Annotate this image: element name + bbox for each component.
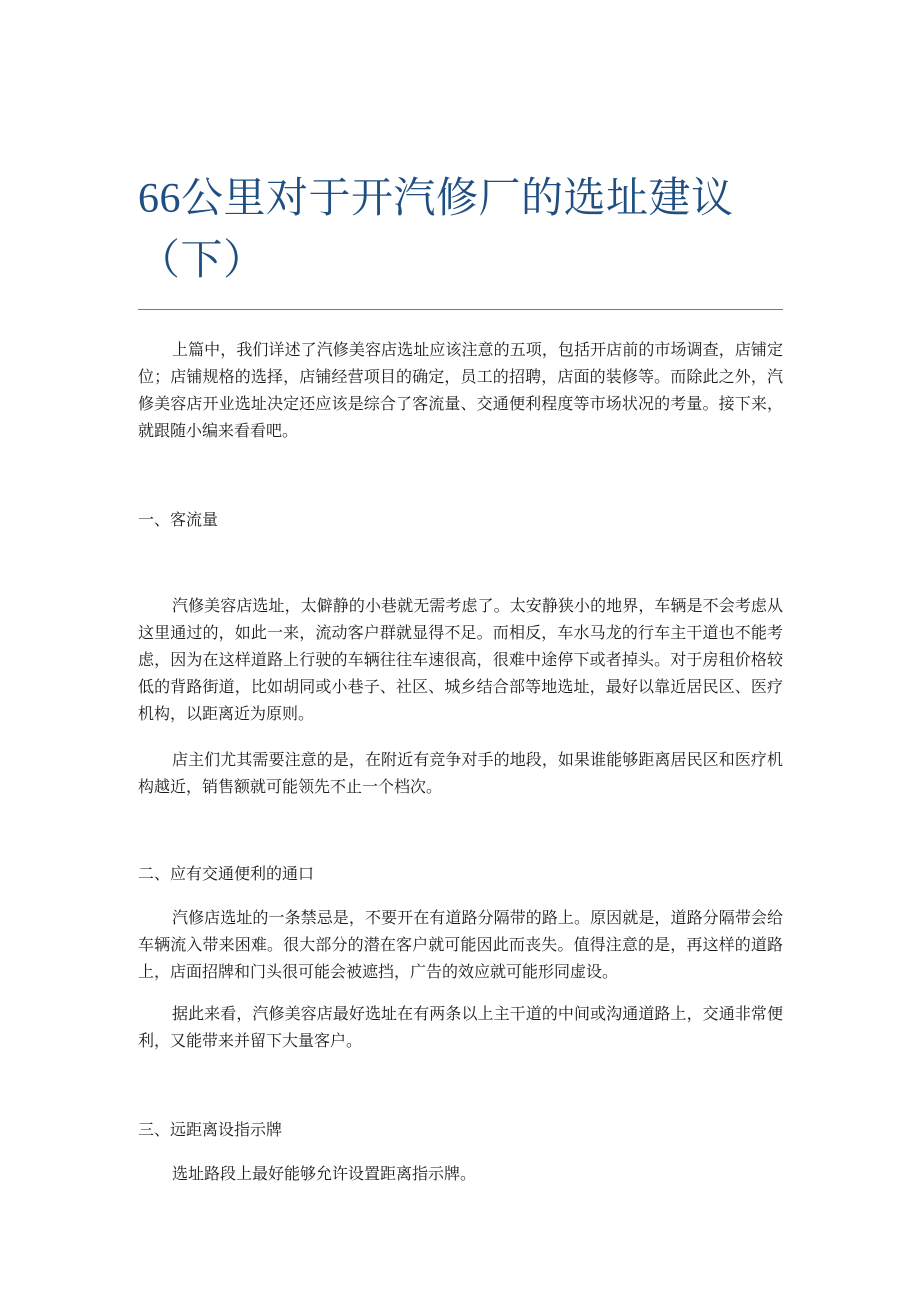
section-heading-2: 二、应有交通便利的通口 [138,864,315,883]
document-title: 66公里对于开汽修厂的选址建议（下） [138,176,734,284]
section-1-paragraph-2: 店主们尤其需要注意的是，在附近有竞争对手的地段，如果谁能够距离居民区和医疗机构越近，销售额就可能领先不止一个档次。 [138,750,783,796]
section-3-paragraph-1: 选址路段上最好能够允许设置距离指示牌。 [172,1164,477,1183]
intro-paragraph: 上篇中，我们详述了汽修美容店选址应该注意的五项，包括开店前的市场调查，店铺定位；店铺规格的选择，店铺经营项目的确定，员工的招聘，店面的装修等。而除此之外，汽修美容店开业选址决定还应该是综合了客流量、交通便利程度等市场状况的考量。接下来，就跟随小编来看看吧。 [138,340,783,440]
section-heading-1: 一、客流量 [138,510,219,529]
title-divider [138,309,783,310]
section-2-paragraph-1: 汽修店选址的一条禁忌是，不要开在有道路分隔带的路上。原因就是，道路分隔带会给车辆流入带来困难。很大部分的潜在客户就可能因此而丧失。值得注意的是，再这样的道路上，店面招牌和门头很可能会被遮挡，广告的效应就可能形同虚设。 [138,908,783,981]
section-heading-3: 三、远距离设指示牌 [138,1120,283,1139]
section-1-paragraph-1: 汽修美容店选址，太僻静的小巷就无需考虑了。太安静狭小的地界，车辆是不会考虑从这里通过的，如此一来，流动客户群就显得不足。而相反，车水马龙的行车主干道也不能考虑，因为在这样道路上行驶的车辆往往车速很高，很难中途停下或者掉头。对于房租价格较低的背路街道，比如胡同或小巷子、社区、城乡结合部等地选址，最好以靠近居民区、医疗机构，以距离近为原则。 [138,596,783,723]
section-2-paragraph-2: 据此来看，汽修美容店最好选址在有两条以上主干道的中间或沟通道路上，交通非常便利，又能带来并留下大量客户。 [138,1004,783,1050]
